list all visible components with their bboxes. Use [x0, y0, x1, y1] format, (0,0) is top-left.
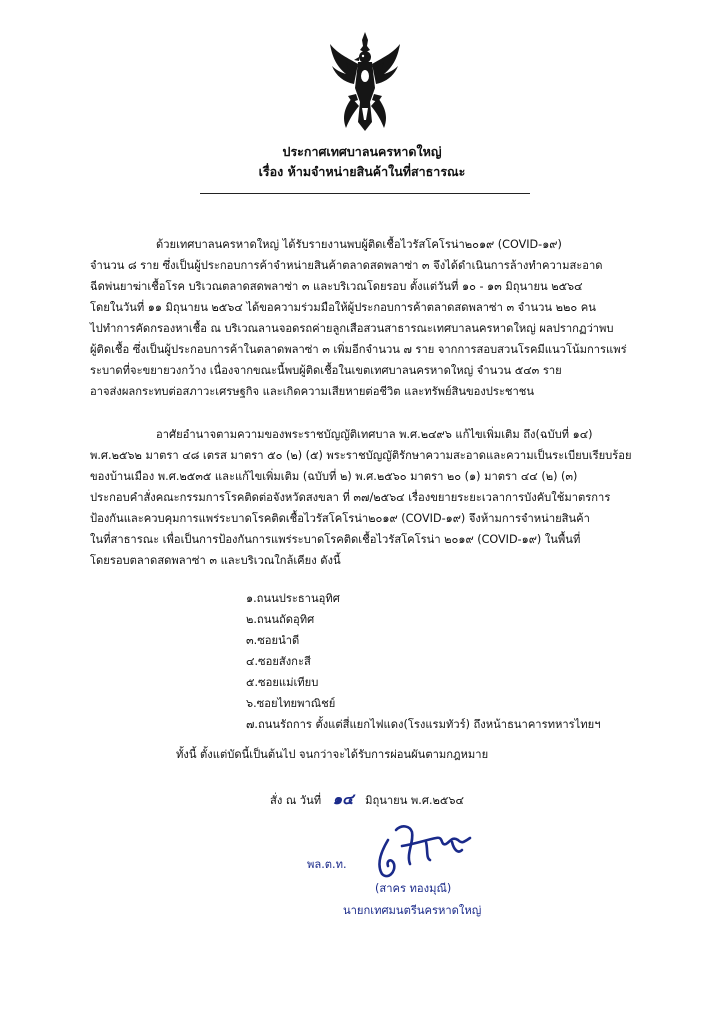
- para1-line: โดยในวันที่ ๑๑ มิถุนายน ๒๕๖๔ ได้ขอความร่วมมือให้ผู้ประกอบการค้าตลาดสดพลาซ่า ๓ จำนวน ๒๒๐ คน: [90, 301, 596, 314]
- signatory-rank: พล.ต.ท.: [307, 858, 347, 871]
- para1-line: จำนวน ๘ ราย ซึ่งเป็นผู้ประกอบการค้าจำหน่ายสินค้าตลาดสดพลาซ่า ๓ จึงได้ดำเนินการล้างทำความสะอาด: [90, 259, 603, 272]
- order-date: [270, 787, 464, 811]
- signatory-name: (สาคร ทองมุณี): [375, 882, 452, 895]
- order-date-day: ๑๔: [332, 790, 354, 808]
- para2-line: ป้องกันและควบคุมการแพร่ระบาดโรคติดเชื้อไวรัสโคโรน่า๒๐๑๙ (COVID-๑๙) จึงห้ามการจำหน่ายสินค้า: [90, 512, 590, 525]
- street-list-item: ๒.ถนนถัดอุทิศ: [246, 613, 315, 626]
- para1-line: ด้วยเทศบาลนครหาดใหญ่ ได้รับรายงานพบผู้ติดเชื้อไวรัสโคโรน่า๒๐๑๙ (COVID-๑๙): [156, 238, 562, 251]
- para2-line: อาศัยอำนาจตามความของพระราชบัญญัติเทศบาล พ.ศ.๒๔๙๖ แก้ไขเพิ่มเติม ถึง(ฉบับที่ ๑๔): [156, 428, 593, 441]
- announcement-subject: เรื่อง ห้ามจำหน่ายสินค้าในที่สาธารณะ: [258, 164, 466, 179]
- street-list-item: ๖.ซอยไทยพาณิชย์: [246, 697, 336, 710]
- para1-line: ระบาดที่จะขยายวงกว้าง เนื่องจากขณะนี้พบผู้ติดเชื้อในเขตเทศบาลนครหาดใหญ่ จำนวน ๕๔๓ ราย: [90, 364, 562, 377]
- para2-line: ของบ้านเมือง พ.ศ.๒๕๓๕ และแก้ไขเพิ่มเติม (ฉบับที่ ๒) พ.ศ.๒๕๖๐ มาตรา ๒๐ (๑) มาตรา ๔๔ (๒) (๓): [90, 470, 578, 483]
- effective-statement: ทั้งนี้ ตั้งแต่บัดนี้เป็นต้นไป จนกว่าจะได้รับการผ่อนผันตามกฎหมาย: [176, 748, 489, 761]
- header-divider: [200, 193, 530, 194]
- street-list-item: ๓.ซอยนำดี: [246, 634, 300, 647]
- para2-line: ประกอบคำสั่งคณะกรรมการโรคติดต่อจังหวัดสงขลา ที่ ๓๗/๒๕๖๔ เรื่องขยายระยะเวลาการบังคับใช้มาตรการ: [90, 491, 611, 504]
- signatory-position: นายกเทศมนตรีนครหาดใหญ่: [343, 904, 482, 917]
- street-list-item: ๗.ถนนรัถการ ตั้งแต่สี่แยกไฟแดง(โรงแรมทัวร์) ถึงหน้าธนาคารทหารไทยฯ: [246, 718, 601, 731]
- para1-line: ผู้ติดเชื้อ ซึ่งเป็นผู้ประกอบการค้าในตลาดพลาซ่า ๓ เพิ่มอีกจำนวน ๗ ราย จากการสอบสวนโรคมีแนวโน้มการแพร่: [90, 343, 627, 356]
- para1-line: ไปทำการคัดกรองหาเชื้อ ณ บริเวณลานจอดรถค่ายลูกเสือสวนสาธารณะเทศบาลนครหาดใหญ่ ผลปรากฏว่าพบ: [90, 322, 614, 335]
- announcement-title: ประกาศเทศบาลนครหาดใหญ่: [282, 144, 442, 159]
- order-date-prefix: สั่ง ณ วันที่: [270, 794, 322, 807]
- order-date-month-year: มิถุนายน พ.ศ.๒๕๖๔: [365, 794, 464, 807]
- street-list-item: ๕.ซอยแม่เทียบ: [246, 676, 319, 689]
- para2-line: ในที่สาธารณะ เพื่อเป็นการป้องกันการแพร่ระบาดโรคติดเชื้อไวรัสโคโรน่า ๒๐๑๙ (COVID-๑๙) ในพื้นที่: [90, 533, 581, 546]
- para2-line: โดยรอบตลาดสดพลาซ่า ๓ และบริเวณใกล้เคียง ดังนี้: [90, 554, 341, 567]
- garuda-emblem-icon: [328, 32, 402, 132]
- para1-line: อาจส่งผลกระทบต่อสภาวะเศรษฐกิจ และเกิดความเสียหายต่อชีวิต และทรัพย์สินของประชาชน: [90, 385, 535, 398]
- para2-line: พ.ศ.๒๕๖๒ มาตรา ๔๘ เตรส มาตรา ๕๐ (๒) (๕) พระราชบัญญัติรักษาความสะอาดและความเป็นระเบียบเรียบร้อย: [90, 449, 632, 462]
- street-list-item: ๑.ถนนประธานอุทิศ: [246, 592, 340, 605]
- para1-line: ฉีดพ่นยาฆ่าเชื้อโรค บริเวณตลาดสดพลาซ่า ๓ และบริเวณโดยรอบ ตั้งแต่วันที่ ๑๐ - ๑๓ มิถุนายน ๒๕๖๔: [90, 280, 583, 293]
- street-list-item: ๔.ซอยสังกะสี: [246, 655, 311, 668]
